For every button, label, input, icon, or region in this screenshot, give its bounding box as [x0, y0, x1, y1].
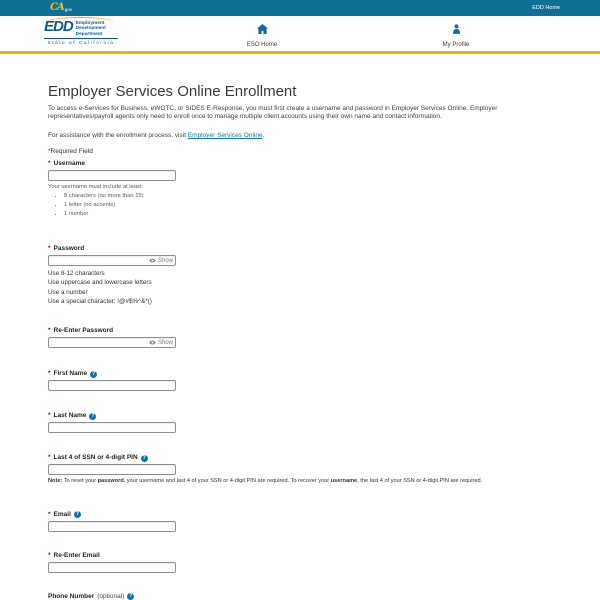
email-group [48, 511, 552, 532]
username-hint-title: Your username must include at least: [48, 184, 144, 190]
username-hint: • 1 number [64, 210, 552, 219]
username-group [48, 160, 552, 219]
eye-icon [149, 340, 156, 347]
last-name-label: * Last Name ? [48, 412, 95, 420]
first-name-group [48, 370, 552, 391]
edd-logo-swoosh [46, 17, 114, 27]
person-icon [452, 21, 461, 39]
phone-group [48, 593, 552, 600]
assistance-paragraph: For assistance with the enrollment process, visit Employer Services Online. [48, 132, 265, 139]
password-group [48, 245, 552, 306]
password-rule: Use a special character: !@#$%^&*() [48, 297, 152, 305]
required-field-note: *Required Field [48, 148, 93, 155]
edd-logo[interactable] [44, 20, 120, 45]
last-name-group [48, 412, 552, 433]
ssn-pin-label: * Last 4 of SSN or 4-digit PIN ? [48, 454, 146, 462]
password-label: * Password [48, 245, 85, 252]
username-label: * Username [48, 160, 85, 167]
edd-logo-text: EDD [44, 18, 73, 35]
reenter-email-group [48, 552, 552, 573]
phone-label: Phone Number (optional) ? [48, 592, 133, 600]
password-rules [48, 269, 552, 306]
reenter-password-label: * Re-Enter Password [48, 327, 114, 335]
home-icon [257, 21, 268, 39]
edd-logo-line1: Employment [75, 21, 105, 26]
ssn-pin-group [48, 454, 552, 485]
password-rule: Use a number [48, 288, 88, 296]
username-hint-list [48, 192, 552, 219]
ca-gov-logo-text: CA [50, 2, 64, 13]
password-rule: Use uppercase and lowercase letters [48, 279, 152, 287]
edd-logo-line3: Department [75, 31, 103, 37]
nav-my-profile-label: My Profile [442, 42, 470, 48]
edd-logo-state: State of California [44, 38, 118, 45]
first-name-label: * First Name ? [48, 370, 96, 378]
nav-my-profile[interactable] [424, 21, 488, 48]
help-icon[interactable]: ? [91, 412, 95, 419]
reenter-email-input[interactable] [48, 562, 176, 573]
username-hint: • 8 characters (no more than 15) [64, 192, 552, 201]
site-header [0, 16, 600, 54]
reenter-password-group [48, 327, 552, 348]
employer-services-online-link[interactable]: Employer Services Online [187, 132, 263, 139]
help-icon[interactable]: ? [92, 370, 96, 377]
show-password-button[interactable]: Show [149, 258, 173, 265]
main-content [0, 83, 600, 600]
show-reenter-password-button[interactable]: Show [149, 340, 173, 347]
help-icon[interactable]: ? [75, 511, 79, 518]
reenter-email-label: * Re-Enter Email [48, 551, 100, 559]
ca-gov-logo[interactable]: CA gov [50, 2, 72, 13]
username-hint: • 1 letter (no accents) [64, 201, 552, 210]
intro-paragraph: To access e-Services for Business, eWOTC, or SIDES E-Response, you must first create a username and password in Employer Services Online. Employer representatives/payroll agents only need to enroll once to manage multiple client accounts using their own name and contact information. [48, 105, 498, 120]
last-name-input[interactable] [48, 422, 176, 433]
nav-eso-home-label: ESO Home [246, 42, 278, 48]
ssn-pin-note: Note: To reset your password, your username and last 4 of your SSN or 4-digit PIN are required. To recover your username, the last 4 of your SSN or 4-digit PIN are required. [48, 478, 483, 485]
edd-home-link[interactable]: EDD Home [532, 5, 560, 11]
help-icon[interactable]: ? [129, 593, 133, 600]
nav-eso-home[interactable] [230, 21, 294, 48]
email-label: * Email ? [48, 510, 79, 518]
edd-logo-line2: Development [75, 26, 106, 32]
email-input[interactable] [48, 521, 176, 532]
top-utility-bar [0, 0, 600, 16]
page-title: Employer Services Online Enrollment [48, 83, 297, 100]
first-name-input[interactable] [48, 380, 176, 391]
ssn-pin-input[interactable] [48, 464, 176, 475]
password-rule: Use 8-12 characters [48, 270, 105, 277]
help-icon[interactable]: ? [142, 454, 146, 461]
eye-icon [149, 258, 156, 265]
username-input[interactable] [48, 170, 176, 181]
